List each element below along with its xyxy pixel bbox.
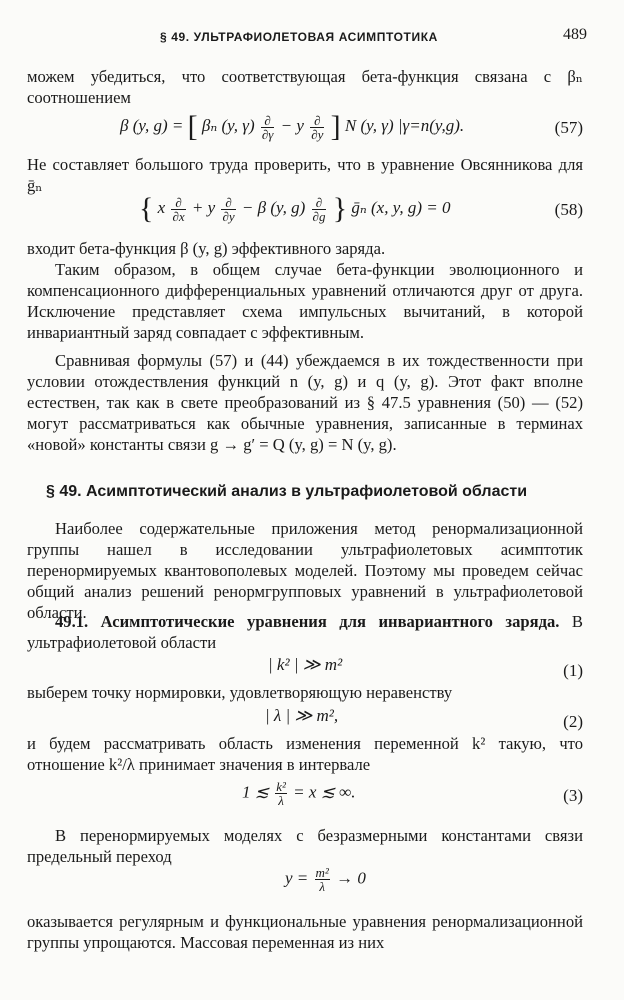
eq58-partial-y: $\frac{\partial}{\partial y}$: [222, 194, 235, 224]
eq58-brace-close: }: [332, 192, 348, 225]
eq1-number: (1): [563, 661, 583, 680]
subsection-heading: 49.1. Асимптотические уравнения для инвариантного заряда.: [55, 612, 560, 631]
eq57-bracket-open: [: [187, 110, 198, 143]
paragraph-11: оказывается регулярным и функциональные уравнения ренормализационной группы упрощаются. Массовая переменная из них: [27, 912, 583, 952]
subsection-paragraph: [27, 611, 583, 653]
eq57-minus: − y: [280, 115, 304, 135]
eq57-mid: βₙ (y, γ): [201, 115, 255, 135]
paragraph-10: В перенормируемых моделях с безразмерными константами связи предельный переход: [27, 826, 583, 866]
eq3-left: 1 ≲: [242, 782, 269, 802]
eq57-left: β (y, g) =: [120, 115, 184, 135]
eq2-body: | λ | ≫ m²,: [265, 706, 339, 725]
eq58-partial-g: $\frac{\partial}{\partial g}$: [312, 194, 326, 224]
eq3-right: = x ≲ ∞.: [293, 782, 356, 802]
eq4-right: → 0: [336, 868, 366, 888]
eq57-number: (57): [554, 118, 583, 137]
page-number: 489: [563, 26, 587, 43]
equation-57: [27, 112, 583, 148]
eq4-left: y =: [285, 868, 309, 888]
eq2-number: (2): [563, 712, 583, 731]
eq58-partial-x: $\frac{\partial}{\partial x}$: [172, 194, 185, 224]
page-header: [0, 28, 624, 50]
subsection-text: В ультрафиолетовой области: [27, 612, 583, 652]
eq58-brace-open: {: [139, 192, 154, 225]
eq57-partial-gamma: $\frac{\partial}{\partial\gamma}$: [261, 112, 274, 142]
equation-4: [27, 866, 583, 902]
eq57-bracket-close: ]: [330, 110, 341, 143]
paragraph-5: Сравнивая формулы (57) и (44) убеждаемся в их тождественности при условии отождествления функций n (y, g) и q (y, g). Этот факт вполне естествен, так как в свете преобразований из § 47.5 уравнения (50) — (52) могут рассматриваться как обычные уравнения, записанные в терминах «новой» константы связи g → g′ = Q (y, g) = N (y, g).: [27, 351, 583, 454]
eq3-fraction: $\frac{\text{k²}}{\lambda}$: [276, 779, 286, 808]
eq3-number: (3): [563, 786, 583, 805]
eq58-x: x: [157, 197, 166, 217]
running-title: § 49. УЛЬТРАФИОЛЕТОВАЯ АСИМПТОТИКА: [160, 30, 438, 44]
eq4-fraction: $\frac{\text{m²}}{\lambda}$: [315, 865, 329, 894]
eq57-partial-y: $\frac{\partial}{\partial y}$: [311, 112, 324, 142]
eq1-body: | k² | ≫ m²: [268, 655, 343, 674]
eq58-plus: + y: [191, 197, 216, 217]
paragraph-1: можем убедиться, что соответствующая бета-функция связана с βₙ соотношением: [27, 67, 583, 107]
paragraph-9: и будем рассматривать область изменения переменной k² такую, что отношение k²/λ принимает значения в интервале: [27, 734, 583, 774]
paragraph-8: выберем точку нормировки, удовлетворяющую неравенству: [27, 683, 453, 702]
paragraph-2: Не составляет большого труда проверить, что в уравнение Овсянникова для ḡₙ: [27, 155, 583, 195]
eq58-right: ḡₙ (x, y, g) = 0: [351, 197, 451, 217]
paragraph-3: входит бета-функция β (y, g) эффективного заряда.: [27, 239, 386, 258]
eq58-number: (58): [554, 200, 583, 219]
equation-58: [27, 194, 583, 230]
paragraph-6: Наиболее содержательные приложения метод ренормализационной группы нашел в исследовании ультрафиолетовых асимптотик перенормируемых квантовополевых моделей. Поэтому мы проведем сейчас общий анализ решений ренормгрупповых уравнений в ультрафиолетовой области.: [27, 519, 583, 622]
section-heading: § 49. Асимптотический анализ в ультрафиолетовой области: [46, 483, 528, 500]
eq57-right: N (y, γ) |γ=n(y,g).: [344, 115, 465, 135]
paragraph-4: Таким образом, в общем случае бета-функции эволюционного и компенсационного дифференциальных уравнений отличаются друг от друга. Исключение представляет схема импульсных вычитаний, в которой инвариантный заряд совпадает с эффективным.: [27, 260, 583, 342]
eq58-beta: − β (y, g): [241, 197, 306, 217]
equation-3: [27, 780, 583, 816]
